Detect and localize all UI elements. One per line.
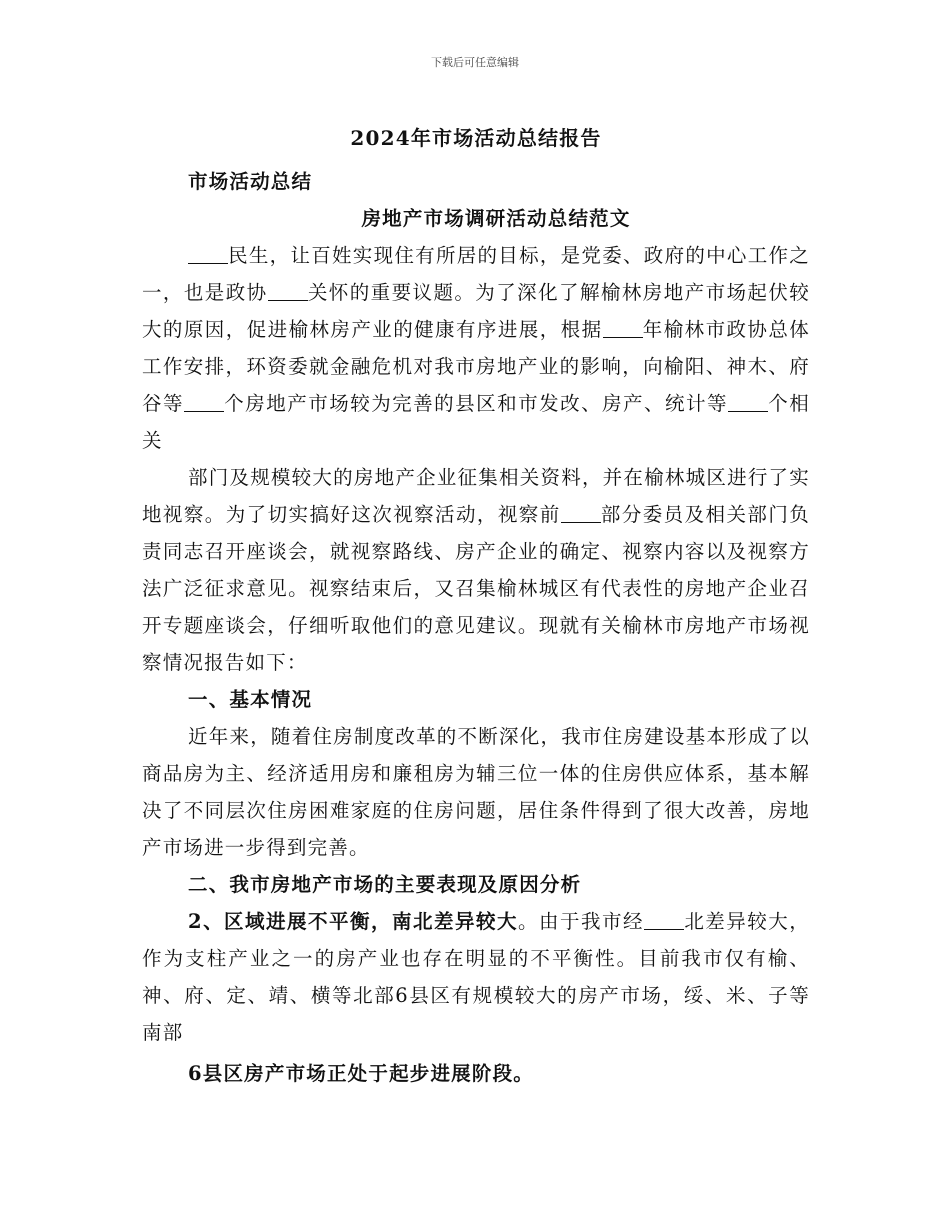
heading-basic-situation: 一、基本情况 (188, 688, 313, 711)
blank-line (728, 393, 768, 412)
heading-market-analysis: 二、我市房地产市场的主要表现及原因分析 (188, 873, 582, 896)
paragraph-3: 近年来，随着住房制度改革的不断深化，我市住房建设基本形成了以商品房为主、经济适用房和廉租房为辅三位一体的住房供应体系，基本解决了不同层次住房困难家庭的住房问题，居住条件得到了很大改善，房地产市场进一步得到完善。 (142, 725, 810, 859)
document-title: 2024年市场活动总结报告 (350, 126, 602, 150)
page-header-note: 下载后可任意编辑 (431, 56, 519, 69)
document-body (142, 118, 810, 1092)
paragraph-5: 6县区房产市场正处于起步进展阶段。 (188, 1062, 534, 1085)
blank-line (644, 911, 684, 930)
paragraph-1: 民生，让百姓实现住有所居的目标，是党委、政府的中心工作之一，也是政协 关怀的重要议题。为了深化了解榆林房地产市场起伏较大的原因，促进榆林房产业的健康有序进展，根据 年榆林市政协总体工作安排，环资委就金融危机对我市房地产业的影响，向榆阳、神木、府谷等 个房地产市场较为完善的县区和市发改、房产、统计等 个相关 (142, 244, 810, 452)
sub-title: 房地产市场调研活动总结范文 (361, 207, 631, 230)
bold-lead: 2、区域进展不平衡，南北差异较大 (188, 910, 519, 933)
blank-line (268, 282, 308, 301)
blank-line (603, 319, 643, 338)
blank-line (184, 393, 224, 412)
paragraph-2: 部门及规模较大的房地产企业征集相关资料，并在榆林城区进行了实地视察。为了切实搞好这次视察活动，视察前 部分委员及相关部门负责同志召开座谈会，就视察路线、房产企业的确定、视察内容以及视察方法广泛征求意见。视察结束后，又召集榆林城区有代表性的房地产企业召开专题座谈会，仔细听取他们的意见建议。现就有关榆林市房地产市场视察情况报告如下： (142, 466, 810, 674)
blank-line (561, 504, 601, 523)
blank-line (188, 245, 228, 264)
section-heading: 市场活动总结 (188, 170, 313, 193)
paragraph-4: 2、区域进展不平衡，南北差异较大。由于我市经 北差异较大，作为支柱产业之一的房产业也存在明显的不平衡性。目前我市仅有榆、神、府、定、靖、横等北部6县区有规模较大的房产市场，绥、米、子等南部 (142, 910, 810, 1044)
